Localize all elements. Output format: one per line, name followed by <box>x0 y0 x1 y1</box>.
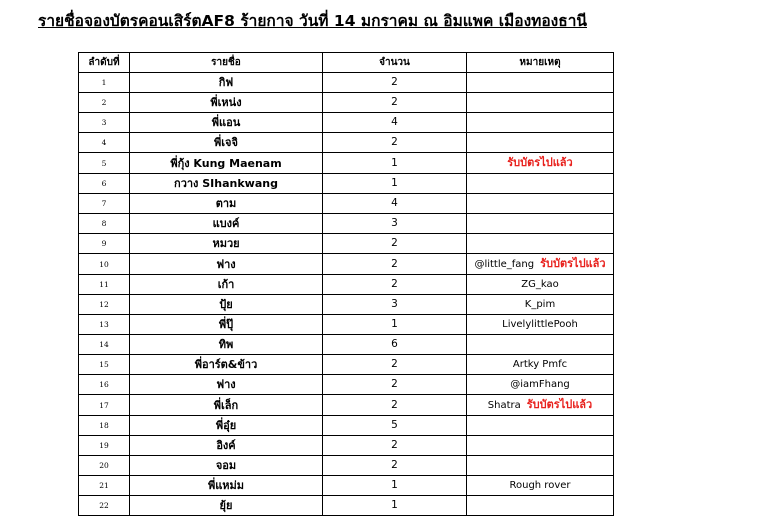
row-note <box>467 335 614 355</box>
table-row <box>79 335 614 355</box>
row-order: 20 <box>79 456 130 476</box>
row-note <box>467 234 614 254</box>
table-row <box>79 375 614 395</box>
table-row <box>79 476 614 496</box>
row-note <box>467 174 614 194</box>
reservation-table <box>78 52 614 516</box>
header-note: หมายเหตุ <box>467 53 614 73</box>
note-text: Rough rover <box>509 480 571 491</box>
row-name: ปุ้ย <box>130 295 323 315</box>
row-order: 12 <box>79 295 130 315</box>
status-received: รับบัตรไปแล้ว <box>526 398 593 411</box>
table-row <box>79 395 614 416</box>
row-quantity: 4 <box>323 113 467 133</box>
table-row <box>79 113 614 133</box>
row-order: 8 <box>79 214 130 234</box>
row-order: 14 <box>79 335 130 355</box>
row-name: ตาม <box>130 194 323 214</box>
table-row <box>79 254 614 275</box>
table-header-row <box>79 53 614 73</box>
row-note <box>467 113 614 133</box>
row-name: อิงค์ <box>130 436 323 456</box>
table-row <box>79 194 614 214</box>
row-quantity: 2 <box>323 93 467 113</box>
table-row <box>79 416 614 436</box>
table-row <box>79 315 614 335</box>
row-quantity: 1 <box>323 153 467 174</box>
row-name: ทิพ <box>130 335 323 355</box>
row-note <box>467 254 614 275</box>
header-quantity: จำนวน <box>323 53 467 73</box>
row-quantity: 2 <box>323 456 467 476</box>
row-quantity: 2 <box>323 436 467 456</box>
table-body <box>79 73 614 516</box>
row-order: 1 <box>79 73 130 93</box>
table-row <box>79 93 614 113</box>
note-text: @little_fang <box>474 259 535 270</box>
row-name: กิฟ <box>130 73 323 93</box>
row-order: 19 <box>79 436 130 456</box>
row-order: 11 <box>79 275 130 295</box>
row-note <box>467 375 614 395</box>
row-note <box>467 275 614 295</box>
table-row <box>79 355 614 375</box>
row-name: กวาง SIhankwang <box>130 174 323 194</box>
table-row <box>79 436 614 456</box>
row-order: 5 <box>79 153 130 174</box>
row-quantity: 4 <box>323 194 467 214</box>
table-row <box>79 275 614 295</box>
row-order: 10 <box>79 254 130 275</box>
status-received: รับบัตรไปแล้ว <box>507 156 573 169</box>
table-row <box>79 174 614 194</box>
header-order: ลำดับที่ <box>79 53 130 73</box>
row-order: 21 <box>79 476 130 496</box>
row-quantity: 2 <box>323 234 467 254</box>
row-note <box>467 456 614 476</box>
row-quantity: 3 <box>323 295 467 315</box>
row-name: ฟาง <box>130 254 323 275</box>
row-name: พี่ปุ๊ <box>130 315 323 335</box>
row-quantity: 1 <box>323 476 467 496</box>
status-received: รับบัตรไปแล้ว <box>540 257 606 270</box>
row-name: พี่กุ้ง Kung Maenam <box>130 153 323 174</box>
row-quantity: 2 <box>323 395 467 416</box>
row-note <box>467 355 614 375</box>
row-order: 22 <box>79 496 130 516</box>
header-name: รายชื่อ <box>130 53 323 73</box>
note-text: @iamFhang <box>510 379 570 390</box>
table-row <box>79 496 614 516</box>
row-name: ยุ้ย <box>130 496 323 516</box>
row-note <box>467 194 614 214</box>
row-quantity: 2 <box>323 73 467 93</box>
row-order: 3 <box>79 113 130 133</box>
row-name: พี่อาร์ต&ข้าว <box>130 355 323 375</box>
row-name: พี่แหม่ม <box>130 476 323 496</box>
table-row <box>79 73 614 93</box>
row-name: พี่แอน <box>130 113 323 133</box>
row-quantity: 1 <box>323 496 467 516</box>
row-order: 9 <box>79 234 130 254</box>
row-order: 7 <box>79 194 130 214</box>
note-text: ZG_kao <box>521 279 559 290</box>
row-note <box>467 315 614 335</box>
row-note <box>467 476 614 496</box>
table-row <box>79 456 614 476</box>
row-note <box>467 153 614 174</box>
row-name: พี่เล็ก <box>130 395 323 416</box>
row-name: พี่เหน่ง <box>130 93 323 113</box>
note-text: Artky Pmfc <box>512 359 568 370</box>
row-order: 13 <box>79 315 130 335</box>
row-quantity: 2 <box>323 254 467 275</box>
row-note <box>467 295 614 315</box>
row-quantity: 2 <box>323 275 467 295</box>
row-name: เก้า <box>130 275 323 295</box>
row-quantity: 2 <box>323 355 467 375</box>
table-row <box>79 295 614 315</box>
row-name: แบงค์ <box>130 214 323 234</box>
table-row <box>79 133 614 153</box>
row-order: 16 <box>79 375 130 395</box>
row-name: จอม <box>130 456 323 476</box>
row-quantity: 2 <box>323 375 467 395</box>
row-order: 17 <box>79 395 130 416</box>
row-order: 6 <box>79 174 130 194</box>
row-note <box>467 73 614 93</box>
table-row <box>79 153 614 174</box>
row-note <box>467 93 614 113</box>
table-row <box>79 214 614 234</box>
page-title: รายชื่อจองบัตรคอนเสิร์ตAF8 ร้ายกาจ วันที่ 14 มกราคม ณ อิมแพค เมืองทองธานี <box>38 12 588 30</box>
row-order: 4 <box>79 133 130 153</box>
row-quantity: 1 <box>323 315 467 335</box>
row-name: หมวย <box>130 234 323 254</box>
row-note <box>467 133 614 153</box>
note-text: LivelylittlePooh <box>502 319 578 330</box>
row-order: 15 <box>79 355 130 375</box>
row-quantity: 1 <box>323 174 467 194</box>
row-note <box>467 436 614 456</box>
note-text: Shatra <box>487 400 521 411</box>
row-quantity: 2 <box>323 133 467 153</box>
row-quantity: 6 <box>323 335 467 355</box>
row-order: 18 <box>79 416 130 436</box>
note-text: K_pim <box>524 299 556 310</box>
row-order: 2 <box>79 93 130 113</box>
row-quantity: 3 <box>323 214 467 234</box>
row-note <box>467 416 614 436</box>
row-quantity: 5 <box>323 416 467 436</box>
row-note <box>467 395 614 416</box>
row-name: พี่เจจิ <box>130 133 323 153</box>
row-note <box>467 214 614 234</box>
row-name: ฟาง <box>130 375 323 395</box>
row-note <box>467 496 614 516</box>
row-name: พี่อุ๋ย <box>130 416 323 436</box>
table-row <box>79 234 614 254</box>
